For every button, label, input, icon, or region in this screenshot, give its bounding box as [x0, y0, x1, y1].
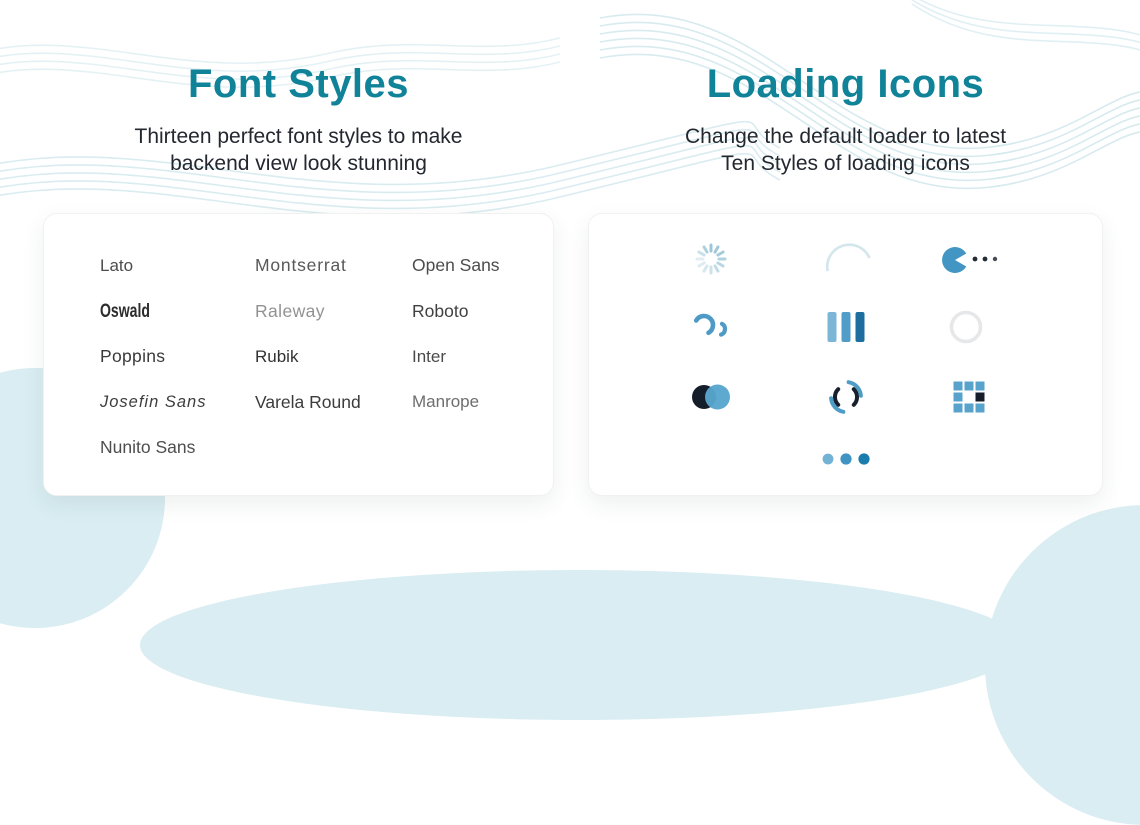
font-sample-nunito-sans: Nunito Sans [100, 437, 196, 458]
font-sample-josefin-sans: Josefin Sans [100, 393, 207, 412]
font-sample-montserrat: Montserrat [255, 255, 347, 276]
font-list [44, 214, 553, 471]
font-sample-varela-round: Varela Round [255, 391, 361, 412]
font-sample-manrope: Manrope [412, 392, 480, 412]
font-sample-roboto: Roboto [412, 300, 469, 321]
pacman-loader-icon [939, 240, 1005, 280]
dual-ball-loader-icon [684, 382, 738, 412]
font-styles-section [42, 0, 555, 496]
loading-icons-title: Loading Icons [706, 62, 985, 106]
dual-arc-spinner-icon [683, 306, 739, 346]
decor-blob-bottom-center [140, 570, 1020, 720]
font-styles-subtitle-line2: backend view look stunning [170, 152, 427, 175]
font-sample-oswald: Oswald [100, 299, 150, 322]
font-sample-raleway: Raleway [255, 300, 325, 321]
font-styles-subtitle [135, 123, 463, 177]
font-sample-open-sans: Open Sans [412, 255, 500, 276]
loading-icons-subtitle [685, 123, 1006, 177]
loading-icons-card [588, 213, 1103, 496]
loading-icons-subtitle-line1: Change the default loader to latest [684, 125, 1007, 148]
square-grid-loader-icon [951, 379, 987, 415]
font-styles-card [43, 213, 554, 496]
loading-icons-section [588, 0, 1103, 496]
font-sample-poppins: Poppins [100, 346, 166, 367]
loading-icons-subtitle-line2: Ten Styles of loading icons [721, 152, 970, 175]
broken-ring-loader-icon [824, 375, 868, 419]
font-styles-title: Font Styles [187, 62, 410, 106]
arc-spinner-icon [821, 236, 877, 292]
spinner-ticks-icon [689, 237, 733, 281]
font-sample-inter: Inter [412, 346, 447, 366]
ring-loader-icon [946, 307, 986, 347]
font-sample-rubik: Rubik [255, 346, 299, 366]
decor-blob-bottom-right [985, 505, 1140, 825]
font-styles-subtitle-line1: Thirteen perfect font styles to make [134, 125, 463, 148]
vertical-bars-icon [823, 308, 869, 346]
three-dots-loader-icon [820, 451, 872, 467]
font-sample-lato: Lato [100, 255, 134, 275]
